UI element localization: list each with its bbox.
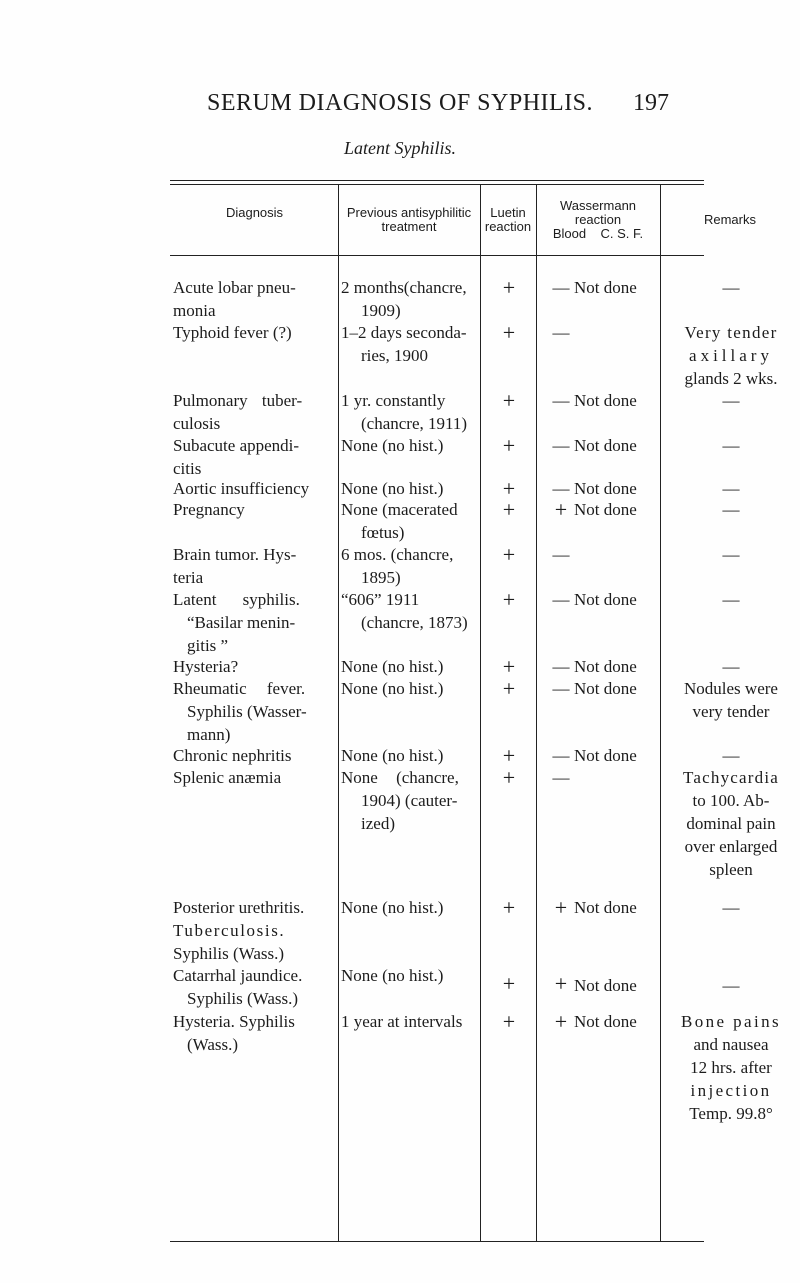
remarks-line: injection — [690, 1081, 772, 1100]
treatment-cell — [341, 1010, 481, 1033]
treatment-cell — [341, 477, 481, 500]
remarks-line: very tender — [692, 702, 770, 721]
diagnosis-cell — [173, 434, 336, 480]
header-luetin-line: reaction — [484, 219, 532, 234]
treatment-line: 1–2 days seconda- — [341, 323, 467, 342]
header-wassermann-line: Wassermann — [559, 198, 637, 213]
diagnosis-line: (Wass.) — [187, 1035, 239, 1054]
diagnosis-line: Typhoid fever (?) — [173, 323, 292, 342]
diagnosis-cell — [173, 744, 336, 767]
running-head — [0, 90, 800, 124]
remarks-line: Nodules were — [684, 679, 778, 698]
remarks-line: — — [722, 436, 740, 455]
luetin-cell: + — [502, 895, 516, 920]
treatment-line: ries, 1900 — [361, 346, 429, 365]
remarks-line: axillary — [689, 346, 773, 365]
diagnosis-line: Pulmonary tuber- — [173, 391, 303, 410]
table-top-rule-2 — [170, 184, 704, 185]
table-top-rule — [170, 180, 704, 181]
treatment-line: None (macerated — [341, 500, 458, 519]
treatment-line: (chancre, 1911) — [361, 414, 468, 433]
treatment-line: 6 mos. (chancre, — [341, 545, 454, 564]
diagnosis-cell — [173, 655, 336, 678]
luetin-cell: + — [502, 275, 516, 300]
diagnosis-line: Brain tumor. Hys- — [173, 545, 297, 564]
luetin-cell: + — [502, 388, 516, 413]
diagnosis-line: teria — [173, 568, 204, 587]
treatment-cell — [341, 655, 481, 678]
remarks-line: — — [722, 545, 740, 564]
diagnosis-line: Pregnancy — [173, 500, 245, 519]
blood-cell: — — [552, 278, 570, 297]
column-divider — [338, 184, 339, 1241]
diagnosis-line: Latent syphilis. — [173, 590, 300, 609]
header-bottom-rule — [170, 255, 704, 256]
table-bottom-rule — [170, 1241, 704, 1242]
remarks-line: — — [722, 976, 740, 995]
running-title: SERUM DIAGNOSIS OF SYPHILIS. — [206, 90, 594, 116]
diagnosis-line: gitis ” — [187, 636, 229, 655]
diagnosis-cell — [173, 1010, 336, 1056]
header-diagnosis: Diagnosis — [225, 205, 284, 220]
remarks-line: to 100. Ab- — [692, 791, 770, 810]
luetin-cell: + — [502, 676, 516, 701]
treatment-line: 1 year at intervals — [341, 1012, 463, 1031]
diagnosis-cell — [173, 896, 336, 965]
treatment-line: fœtus) — [361, 523, 405, 542]
csf-cell: Not done — [574, 278, 637, 297]
diagnosis-line: Subacute appendi- — [173, 436, 300, 455]
treatment-line: None (no hist.) — [341, 657, 444, 676]
remarks-line: Temp. 99.8° — [689, 1104, 773, 1123]
diagnosis-cell — [173, 588, 336, 657]
csf-cell: Not done — [574, 746, 637, 765]
remarks-line: — — [722, 898, 740, 917]
blood-cell: — — [552, 436, 570, 455]
blood-cell: + — [554, 971, 568, 996]
csf-cell: Not done — [574, 898, 637, 917]
diagnosis-line: culosis — [173, 414, 221, 433]
header-wassermann-subcols: Blood C. S. F. — [552, 226, 644, 241]
luetin-cell: + — [502, 971, 516, 996]
treatment-line: ized) — [361, 814, 395, 833]
remarks-line: — — [722, 391, 740, 410]
remarks-line: — — [722, 500, 740, 519]
remarks-text — [667, 677, 795, 723]
header-wassermann-line: reaction — [574, 212, 622, 227]
diagnosis-line: Aortic insufficiency — [173, 479, 310, 498]
treatment-line: None (no hist.) — [341, 679, 444, 698]
blood-cell: — — [552, 746, 570, 765]
treatment-cell — [341, 434, 481, 457]
treatment-cell — [341, 389, 481, 435]
remarks-text — [667, 321, 795, 390]
treatment-cell — [341, 498, 481, 544]
diagnosis-cell — [173, 498, 336, 521]
remarks-line: 12 hrs. after — [690, 1058, 772, 1077]
blood-cell: — — [552, 391, 570, 410]
csf-cell: Not done — [574, 657, 637, 676]
treatment-line: None (no hist.) — [341, 966, 444, 985]
remarks-line: Very tender — [684, 323, 778, 342]
remarks-line: glands 2 wks. — [684, 369, 778, 388]
luetin-cell: + — [502, 476, 516, 501]
page-number: 197 — [633, 90, 669, 116]
luetin-cell: + — [502, 654, 516, 679]
csf-cell: Not done — [574, 679, 637, 698]
csf-cell: Not done — [574, 391, 637, 410]
header-treatment-line: Previous antisyphilitic — [346, 205, 472, 220]
treatment-line: 1 yr. constantly — [341, 391, 446, 410]
diagnosis-cell — [173, 477, 336, 500]
blood-cell: + — [554, 1009, 568, 1034]
blood-cell: — — [552, 679, 570, 698]
csf-cell: Not done — [574, 436, 637, 455]
header-luetin — [480, 206, 536, 234]
blood-cell: + — [554, 895, 568, 920]
treatment-line: “606” 1911 — [341, 590, 420, 609]
luetin-cell: + — [502, 587, 516, 612]
remarks-line: — — [722, 657, 740, 676]
treatment-line: 1895) — [361, 568, 401, 587]
diagnosis-cell — [173, 543, 336, 589]
blood-cell: — — [552, 479, 570, 498]
remarks-line: Bone pains — [680, 1012, 782, 1031]
csf-cell: Not done — [574, 479, 637, 498]
header-remarks: Remarks — [703, 212, 756, 227]
diagnosis-line: Hysteria. Syphilis — [173, 1012, 295, 1031]
luetin-cell: + — [502, 320, 516, 345]
treatment-cell — [341, 964, 481, 987]
treatment-line: 2 months(chancre, — [341, 278, 467, 297]
csf-cell: Not done — [574, 976, 637, 995]
diagnosis-cell — [173, 766, 336, 789]
diagnosis-line: Chronic nephritis — [173, 746, 292, 765]
treatment-line: (chancre, 1873) — [361, 613, 468, 632]
diagnosis-line: mann) — [187, 725, 231, 744]
column-divider — [536, 184, 537, 1241]
remarks-line: — — [722, 479, 740, 498]
diagnosis-cell — [173, 389, 336, 435]
treatment-cell — [341, 744, 481, 767]
remarks-line: — — [722, 278, 740, 297]
header-wassermann — [536, 199, 660, 241]
diagnosis-line: Syphilis (Wass.) — [187, 989, 299, 1008]
remarks-line: Tachycardia — [682, 768, 779, 787]
treatment-cell — [341, 896, 481, 919]
blood-cell: — — [552, 768, 570, 787]
treatment-line: None (no hist.) — [341, 479, 444, 498]
remarks-text — [667, 766, 795, 881]
remarks-line: — — [722, 746, 740, 765]
treatment-line: None (chancre, — [341, 768, 459, 787]
blood-cell: — — [552, 590, 570, 609]
csf-cell: Not done — [574, 500, 637, 519]
luetin-cell: + — [502, 765, 516, 790]
diagnosis-line: “Basilar menin- — [187, 613, 296, 632]
blood-cell: — — [552, 323, 570, 342]
header-treatment — [338, 206, 480, 234]
luetin-cell: + — [502, 1009, 516, 1034]
remarks-line: dominal pain — [686, 814, 776, 833]
csf-cell: Not done — [574, 590, 637, 609]
table-title: Latent Syphilis. — [344, 138, 456, 158]
treatment-cell — [341, 588, 481, 634]
diagnosis-line: Tuberculosis. — [173, 921, 286, 940]
remarks-line: and nausea — [693, 1035, 769, 1054]
blood-cell: — — [552, 657, 570, 676]
header-luetin-line: Luetin — [490, 205, 526, 220]
diagnosis-cell — [173, 964, 336, 1010]
treatment-cell — [341, 543, 481, 589]
luetin-cell: + — [502, 497, 516, 522]
blood-cell: + — [554, 497, 568, 522]
diagnosis-line: Rheumatic fever. — [173, 679, 306, 698]
treatment-line: None (no hist.) — [341, 436, 444, 455]
remarks-line: spleen — [709, 860, 753, 879]
luetin-cell: + — [502, 433, 516, 458]
treatment-cell — [341, 321, 481, 367]
diagnosis-cell — [173, 321, 336, 344]
diagnosis-cell — [173, 276, 336, 322]
diagnosis-line: Splenic anæmia — [173, 768, 282, 787]
treatment-line: None (no hist.) — [341, 898, 444, 917]
blood-cell: — — [552, 545, 570, 564]
remarks-text — [667, 1010, 795, 1125]
luetin-cell: + — [502, 743, 516, 768]
column-divider — [660, 184, 661, 1241]
diagnosis-line: Catarrhal jaundice. — [173, 966, 303, 985]
remarks-line: — — [722, 590, 740, 609]
diagnosis-line: citis — [173, 459, 202, 478]
treatment-cell — [341, 276, 481, 322]
treatment-cell — [341, 677, 481, 700]
remarks-line: over enlarged — [684, 837, 778, 856]
treatment-line: None (no hist.) — [341, 746, 444, 765]
diagnosis-line: monia — [173, 301, 216, 320]
luetin-cell: + — [502, 542, 516, 567]
csf-cell: Not done — [574, 1012, 637, 1031]
diagnosis-cell — [173, 677, 336, 746]
diagnosis-line: Hysteria? — [173, 657, 239, 676]
diagnosis-line: Syphilis (Wass.) — [173, 944, 285, 963]
diagnosis-line: Acute lobar pneu- — [173, 278, 296, 297]
diagnosis-line: Syphilis (Wasser- — [187, 702, 307, 721]
diagnosis-line: Posterior urethritis. — [173, 898, 305, 917]
treatment-line: 1904) (cauter- — [361, 791, 458, 810]
treatment-cell — [341, 766, 481, 835]
treatment-line: 1909) — [361, 301, 401, 320]
header-treatment-line: treatment — [381, 219, 437, 234]
